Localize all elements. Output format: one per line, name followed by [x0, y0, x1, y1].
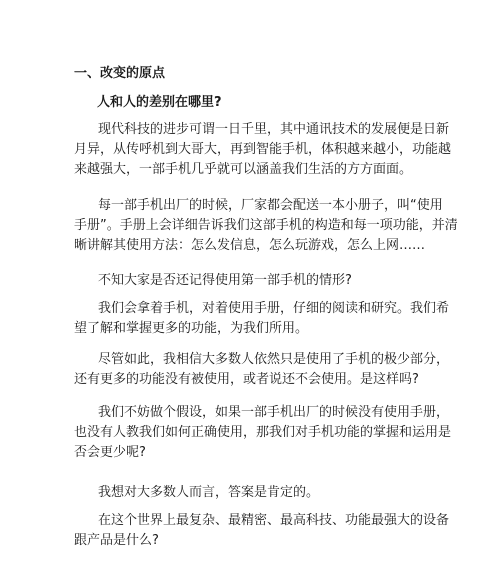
paragraph-line: 我想对大多数人而言，答案是肯定的。: [98, 485, 320, 500]
paragraph-5: [74, 350, 450, 390]
paragraph-line: 月异，从传呼机到大哥大，再到智能手机，体积越来越小，功能越: [74, 142, 452, 157]
paragraph-line: 来越强大，一部手机几乎就可以涵盖我们生活的方方面面。: [74, 162, 413, 177]
paragraph-line: 否会更少呢?: [74, 445, 146, 460]
sub-heading: 人和人的差别在哪里?: [97, 95, 222, 110]
paragraph-line: 每一部手机出厂的时候，厂家都会配送一本小册子，叫“使用: [98, 198, 443, 213]
paragraph-line: 晰讲解其使用方法：怎么发信息，怎么玩游戏，怎么上网……: [74, 238, 426, 253]
paragraph-line: 跟产品是什么?: [74, 533, 159, 548]
paragraph-6: [74, 403, 452, 463]
paragraph-4: [74, 299, 450, 339]
paragraph-8: [74, 511, 450, 551]
section-heading: 一、改变的原点: [74, 66, 166, 81]
paragraph-line: 尽管如此，我相信大多数人依然只是使用了手机的极少部分，: [98, 352, 450, 367]
paragraph-line: 望了解和掌握更多的功能，为我们所用。: [74, 321, 309, 336]
paragraph-line: 现代科技的进步可谓一日千里，其中通讯技术的发展便是日新: [98, 122, 450, 137]
paragraph-2: [74, 196, 458, 256]
paragraph-line: 也没有人教我们如何正确使用，那我们对手机功能的掌握和运用是: [74, 425, 452, 440]
paragraph-line: 在这个世界上最复杂、最精密、最高科技、功能最强大的设备: [98, 513, 450, 528]
paragraph-7: [74, 483, 434, 503]
paragraph-line: 还有更多的功能没有被使用，或者说还不会使用。是这样吗?: [74, 372, 419, 387]
paragraph-line: 手册”。手册上会详细告诉我们这部手机的构造和每一项功能，并清: [74, 218, 458, 233]
paragraph-line: 我们会拿着手机，对着使用手册，仔细的阅读和研究。我们希: [98, 301, 450, 316]
paragraph-3: [74, 271, 434, 291]
paragraph-1: [74, 120, 452, 180]
paragraph-line: 不知大家是否还记得使用第一部手机的情形?: [98, 273, 352, 288]
paragraph-line: 我们不妨做个假设，如果一部手机出厂的时候没有使用手册，: [98, 405, 450, 420]
